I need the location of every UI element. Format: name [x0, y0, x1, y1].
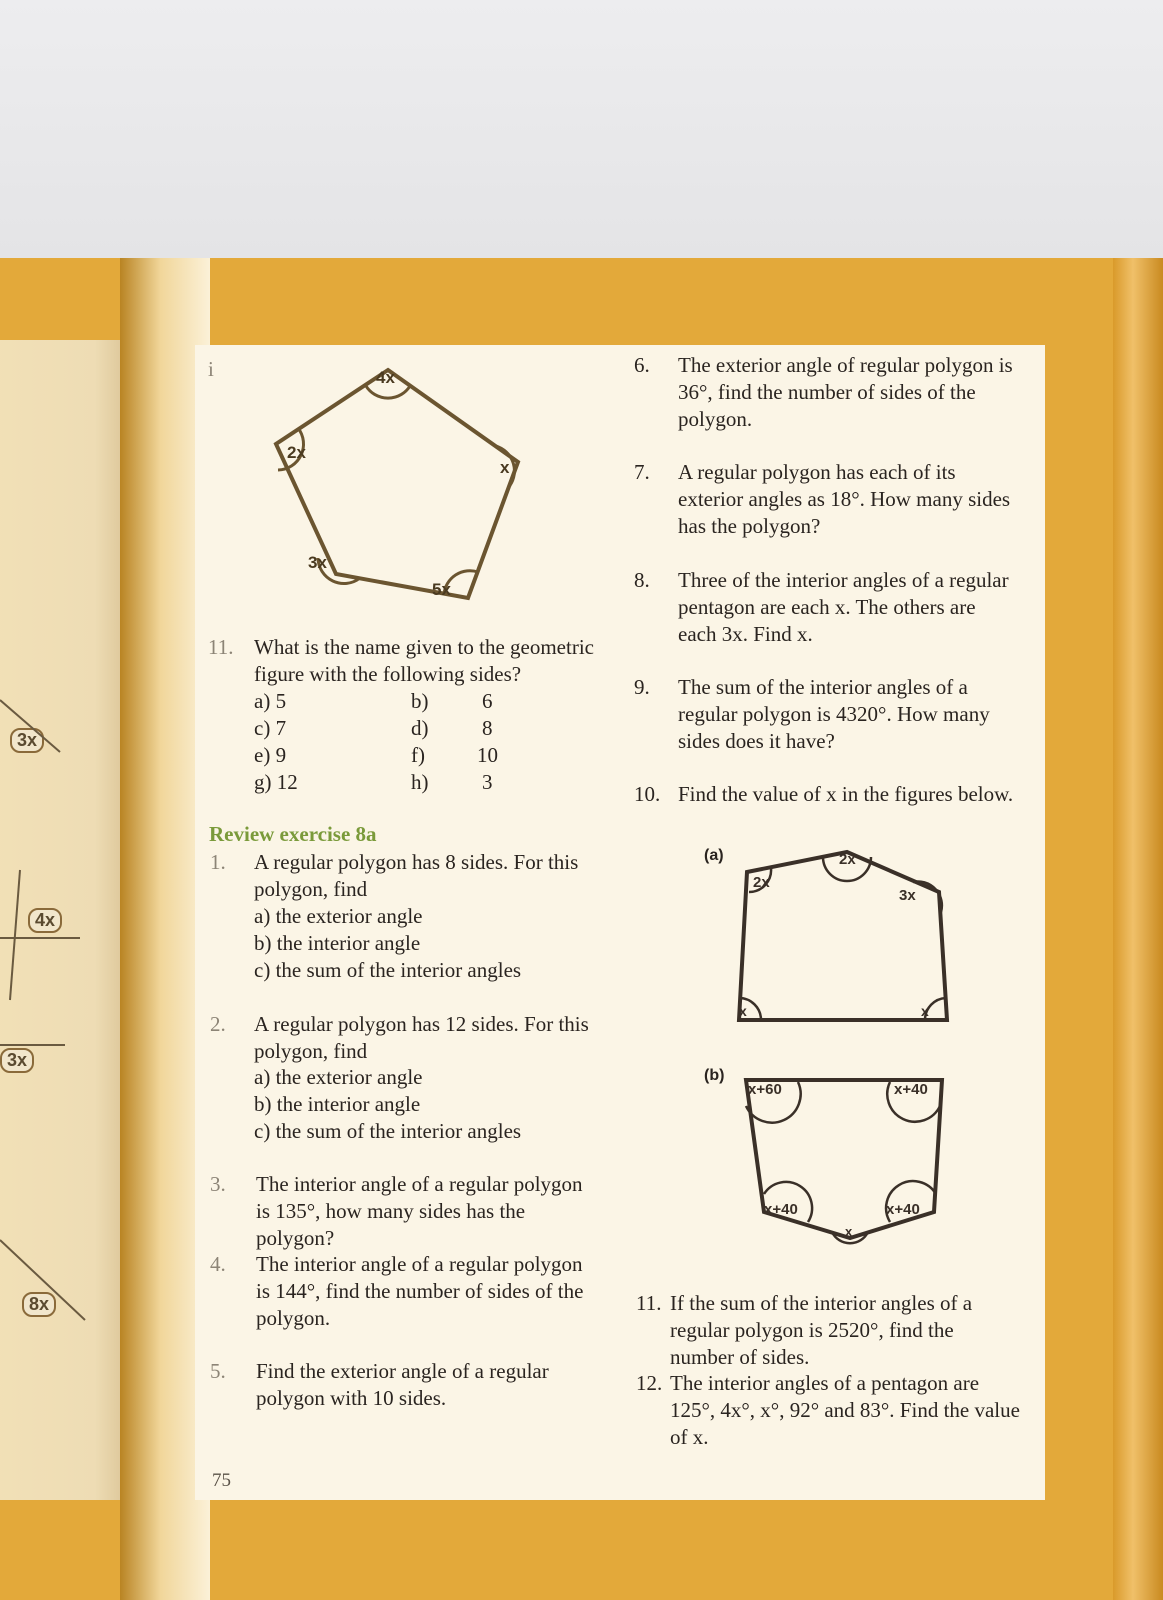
book-edge — [1113, 258, 1163, 1600]
option-row: b) — [411, 689, 429, 713]
review-question-4: The interior angle of a regular polygon is 144°, find the number of sides of the polygon. — [256, 1252, 584, 1330]
question-number: 10. — [634, 782, 661, 806]
angle-label: x — [739, 1003, 747, 1019]
question-number: 6. — [634, 353, 650, 377]
question-part: c) the sum of the interior angles — [254, 1119, 522, 1143]
question-text — [254, 634, 599, 688]
scanner-background — [0, 0, 1163, 262]
question-number: 7. — [634, 460, 650, 484]
question-part: b) the interior angle — [254, 931, 421, 955]
angle-label: x — [921, 1003, 929, 1019]
question-number: 11. — [208, 635, 234, 659]
angle-label: 3x — [899, 887, 916, 904]
angle-label: 2x — [753, 874, 770, 891]
question-text-body: What is the name given to the geometric figure with the following sides? — [254, 635, 594, 686]
left-angle-tag: 8x — [22, 1292, 56, 1317]
pentagon-figure — [268, 350, 528, 610]
question-number: 5. — [210, 1359, 226, 1383]
question-text: A regular polygon has 12 sides. For this polygon, find — [254, 1012, 589, 1063]
figure-b-label: (b) — [704, 1067, 725, 1084]
review-question-12: The interior angles of a pentagon are 125°, 4x°, x°, 92° and 83°. Find the value of x. — [670, 1371, 1020, 1449]
question-part: c) the sum of the interior angles — [254, 958, 522, 982]
left-page-lines — [0, 680, 130, 1360]
question-number: 1. — [210, 850, 226, 874]
option-row: a) 5 — [254, 689, 287, 713]
section-heading: Review exercise 8a — [209, 822, 377, 846]
question-text: A regular polygon has 8 sides. For this polygon, find — [254, 850, 579, 901]
figure-b — [740, 1070, 960, 1260]
review-question-3: The interior angle of a regular polygon is 135°, how many sides has the polygon? — [256, 1172, 583, 1250]
question-number: 3. — [210, 1172, 226, 1196]
option-row: 10 — [477, 743, 498, 767]
question-part: a) the exterior angle — [254, 1065, 423, 1089]
left-angle-tag: 4x — [28, 908, 62, 933]
review-question-11: If the sum of the interior angles of a regular polygon is 2520°, find the number of sides. — [670, 1291, 973, 1369]
question-number: 12. — [636, 1371, 663, 1395]
question-number: 9. — [634, 675, 650, 699]
angle-label: x+40 — [886, 1201, 920, 1218]
question-number: 8. — [634, 568, 650, 592]
angle-label: 2x — [287, 443, 306, 462]
angle-label: x — [500, 458, 510, 477]
question-number: 4. — [210, 1252, 226, 1276]
angle-label: x+40 — [764, 1201, 798, 1218]
review-question-6: The exterior angle of regular polygon is 36°, find the number of sides of the polygon. — [678, 353, 1013, 431]
angle-arc — [366, 386, 410, 398]
angle-label: x+40 — [894, 1081, 928, 1098]
option-row: c) 7 — [254, 716, 287, 740]
option-row: e) 9 — [254, 743, 287, 767]
question-part: b) the interior angle — [254, 1092, 421, 1116]
option-row: 3 — [482, 770, 493, 794]
review-question-7: A regular polygon has each of its exterior angles as 18°. How many sides has the polygon? — [678, 460, 1011, 538]
option-row: d) — [411, 716, 429, 740]
question-number: 11. — [636, 1291, 662, 1315]
option-row: 6 — [482, 689, 493, 713]
angle-label: 2x — [839, 851, 856, 868]
question-number: 2. — [210, 1012, 226, 1036]
review-question-10: Find the value of x in the figures below. — [678, 782, 1014, 806]
angle-label: 4x — [376, 368, 395, 387]
review-question-5: Find the exterior angle of a regular polygon with 10 sides. — [256, 1359, 549, 1410]
figure-a-label: (a) — [704, 847, 724, 864]
angle-label: 3x — [308, 553, 327, 572]
review-question-9: The sum of the interior angles of a regular polygon is 4320°. How many sides does it have? — [678, 675, 990, 753]
figure-a — [725, 842, 975, 1032]
option-row: 8 — [482, 716, 493, 740]
option-row: f) — [411, 743, 425, 767]
option-row: h) — [411, 770, 429, 794]
left-angle-tag: 3x — [10, 728, 44, 753]
angle-label: x+60 — [748, 1081, 782, 1098]
question-part: a) the exterior angle — [254, 904, 423, 928]
option-row: g) 12 — [254, 770, 298, 794]
angle-label: x — [845, 1224, 853, 1239]
page-number: 75 — [212, 1470, 231, 1491]
review-question-8: Three of the interior angles of a regular pentagon are each x. The others are each 3x. Find x. — [678, 568, 1009, 646]
angle-label: 5x — [432, 580, 451, 599]
left-angle-tag: 3x — [0, 1048, 34, 1073]
figure-marker: i — [208, 357, 214, 381]
